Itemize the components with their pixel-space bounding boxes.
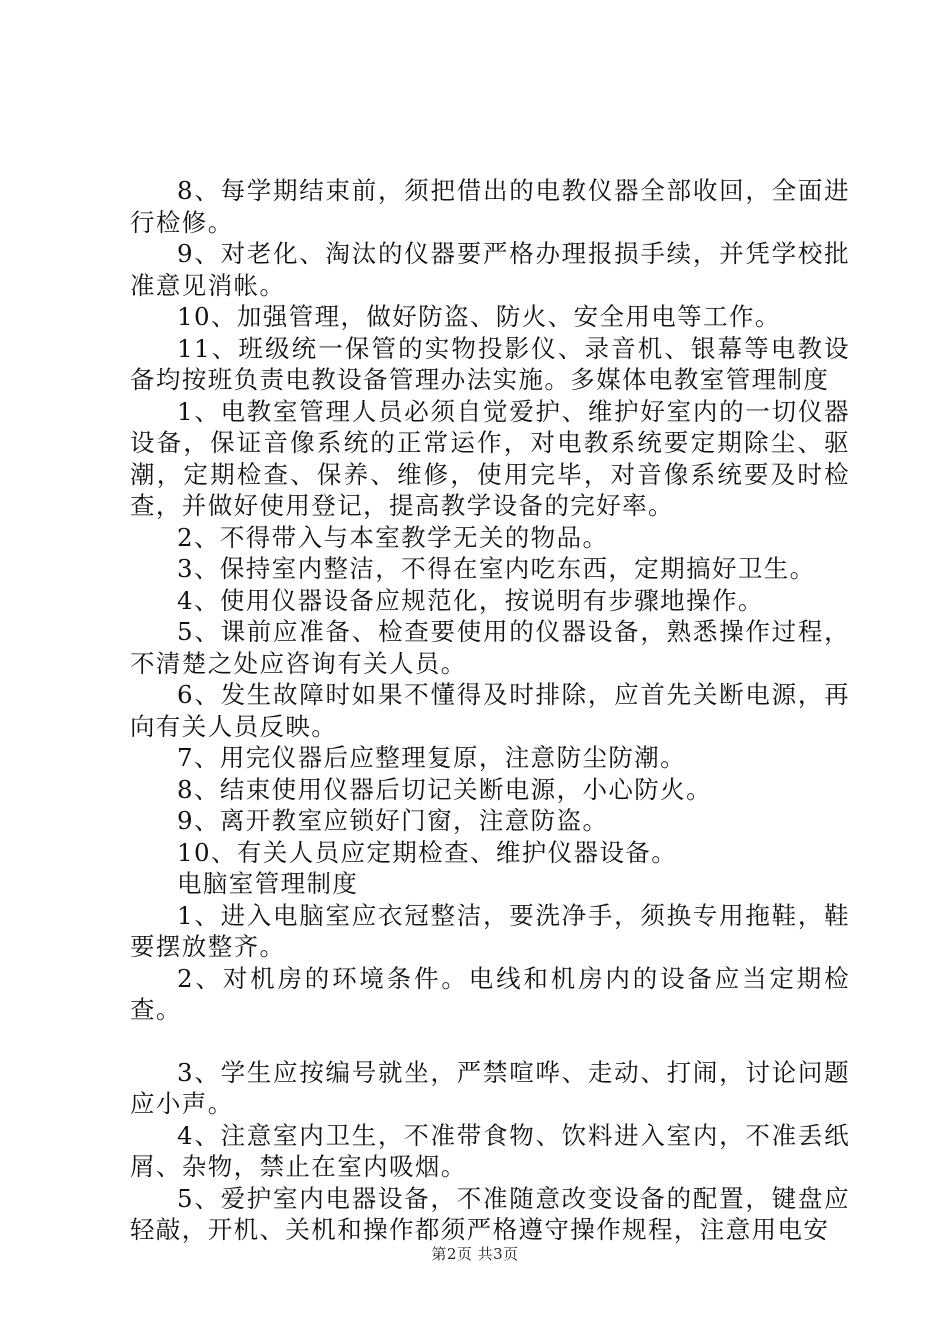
paragraph: 9、对老化、淘汰的仪器要严格办理报损手续，并凭学校批准意见消帐。 bbox=[130, 239, 850, 300]
paragraph: 5、爱护室内电器设备，不准随意改变设备的配置，键盘应轻敲，开机、关机和操作都须严格遵守操作规程，注意用电安 bbox=[130, 1183, 850, 1244]
paragraph: 8、结束使用仪器后切记关断电源，小心防火。 bbox=[177, 774, 712, 804]
paragraph: 10、有关人员应定期检查、维护仪器设备。 bbox=[177, 837, 678, 867]
section-heading: 电脑室管理制度 bbox=[177, 869, 359, 898]
paragraph: 11、班级统一保管的实物投影仪、录音机、银幕等电教设备均按班负责电教设备管理办法实施。多媒体电教室管理制度 bbox=[130, 333, 850, 394]
document-body bbox=[130, 175, 850, 1246]
paragraph: 5、课前应准备、检查要使用的仪器设备，熟悉操作过程，不清楚之处应咨询有关人员。 bbox=[130, 617, 850, 678]
paragraph: 4、注意室内卫生，不准带食物、饮料进入室内，不准丢纸屑、杂物，禁止在室内吸烟。 bbox=[130, 1120, 850, 1181]
paragraph: 1、电教室管理人员必须自觉爱护、维护好室内的一切仪器设备，保证音像系统的正常运作，对电教系统要定期除尘、驱潮，定期检查、保养、维修，使用完毕，对音像系统要及时检查，并做好使用登记，提高教学设备的完好率。 bbox=[130, 396, 850, 520]
paragraph: 1、进入电脑室应衣冠整洁，要洗净手，须换专用拖鞋，鞋要摆放整齐。 bbox=[130, 900, 850, 961]
paragraph: 10、加强管理，做好防盗、防火、安全用电等工作。 bbox=[177, 302, 781, 331]
paragraph: 4、使用仪器设备应规范化，按说明有步骤地操作。 bbox=[177, 585, 764, 615]
page-number-footer: 第2页 共3页 bbox=[431, 1245, 519, 1263]
paragraph: 3、保持室内整洁，不得在室内吃东西，定期搞好卫生。 bbox=[177, 554, 816, 583]
paragraph: 2、对机房的环境条件。电线和机房内的设备应当定期检查。 bbox=[130, 963, 850, 1024]
paragraph: 6、发生故障时如果不懂得及时排除，应首先关断电源，再向有关人员反映。 bbox=[130, 680, 850, 741]
paragraph: 3、学生应按编号就坐，严禁喧哗、走动、打闹，讨论问题应小声。 bbox=[130, 1057, 850, 1118]
paragraph: 7、用完仪器后应整理复原，注意防尘防潮。 bbox=[177, 743, 687, 772]
paragraph: 8、每学期结束前，须把借出的电教仪器全部收回，全面进行检修。 bbox=[130, 176, 850, 237]
paragraph: 2、不得带入与本室教学无关的物品。 bbox=[177, 522, 609, 552]
paragraph: 9、离开教室应锁好门窗，注意防盗。 bbox=[177, 806, 609, 835]
